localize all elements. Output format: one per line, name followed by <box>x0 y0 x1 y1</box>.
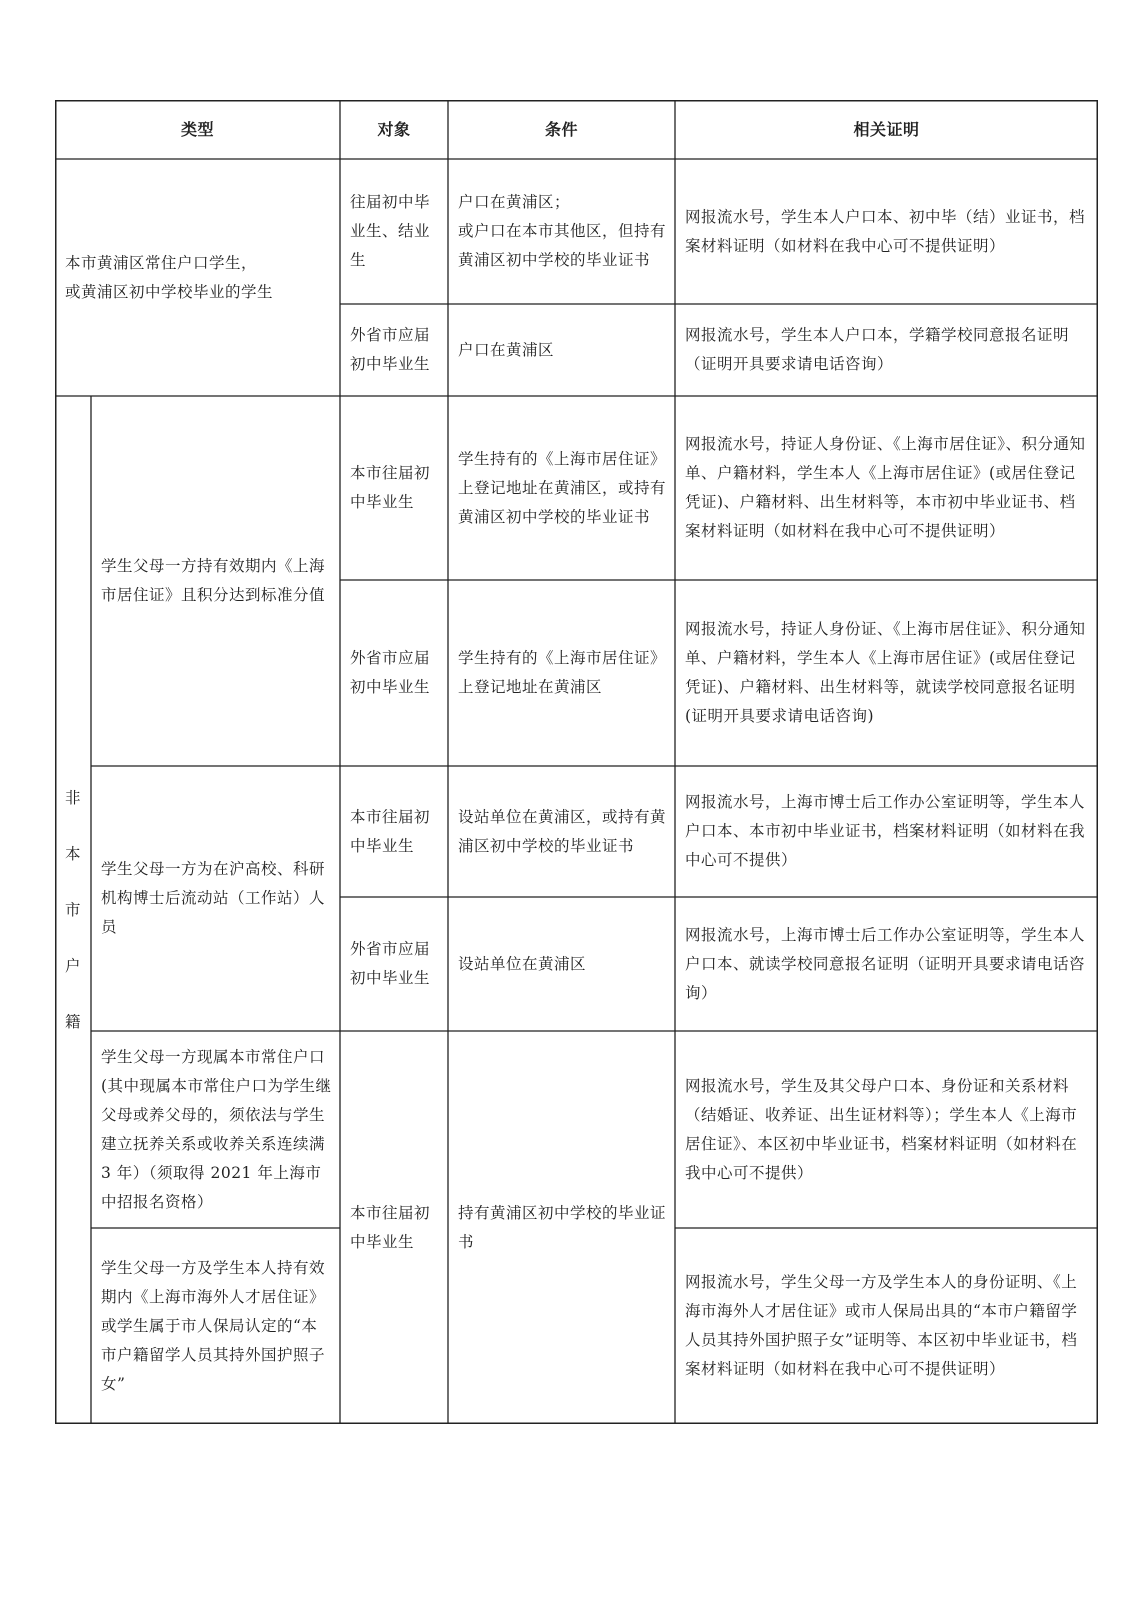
header-condition: 条件 <box>544 120 578 139</box>
proof-parent-local-hukou: 网报流水号，学生及其父母户口本、身份证和关系材料（结婚证、收养证、出生证材料等）；学生本人《上海市居住证》、本区初中毕业证书，档案材料证明（如材料在我中心可不提供） <box>685 1076 1078 1182</box>
header-type: 类型 <box>180 120 214 139</box>
target-residence-other-province: 外省市应届初中毕业生 <box>350 649 431 696</box>
proof-local-other-province: 网报流水号，学生本人户口本，学籍学校同意报名证明（证明开具要求请电话咨询） <box>685 326 1070 373</box>
proof-residence-other-province: 网报流水号，持证人身份证、《上海市居住证》、积分通知单、户籍材料，学生本人《上海市居住证》(或居住登记凭证)、户籍材料、出生材料等，就读学校同意报名证明(证明开具要求请电话咨询) <box>685 620 1086 725</box>
target-postdoc-other-province: 外省市应届初中毕业生 <box>350 940 431 987</box>
condition-merged: 持有黄浦区初中学校的毕业证书 <box>458 1203 667 1251</box>
proof-local-previous: 网报流水号，学生本人户口本、初中毕（结）业证书，档案材料证明（如材料在我中心可不提供证明） <box>685 207 1086 255</box>
proof-residence-previous: 网报流水号，持证人身份证、《上海市居住证》、积分通知单、户籍材料，学生本人《上海市居住证》(或居住登记凭证)、户籍材料、出生材料等，本市初中毕业证书、档案材料证明（如材料在我中心可不提供证明） <box>685 435 1086 540</box>
condition-local-previous: 户口在黄浦区； 或户口在本市其他区，但持有黄浦区初中学校的毕业证书 <box>458 193 667 269</box>
condition-local-other-province: 户口在黄浦区 <box>458 340 555 359</box>
proof-postdoc-other-province: 网报流水号，上海市博士后工作办公室证明等，学生本人户口本、就读学校同意报名证明（证明开具要求请电话咨询） <box>685 925 1086 1002</box>
condition-residence-previous: 学生持有的《上海市居住证》上登记地址在黄浦区，或持有黄浦区初中学校的毕业证书 <box>458 449 667 526</box>
type-overseas-talent: 学生父母一方及学生本人持有效期内《上海市海外人才居住证》或学生属于市人保局认定的“本市户籍留学人员其持外国护照子女” <box>101 1258 326 1393</box>
condition-postdoc-previous: 设站单位在黄浦区，或持有黄浦区初中学校的毕业证书 <box>458 807 667 855</box>
target-postdoc-previous: 本市往届初中毕业生 <box>350 807 431 855</box>
target-local-other-province: 外省市应届初中毕业生 <box>350 326 431 373</box>
type-local-hukou: 本市黄浦区常住户口学生， 或黄浦区初中学校毕业的学生 <box>65 253 274 301</box>
eligibility-table <box>55 100 1098 1424</box>
condition-postdoc-other-province: 设站单位在黄浦区 <box>458 954 587 973</box>
target-residence-previous: 本市往届初中毕业生 <box>350 464 431 511</box>
proof-overseas-talent: 网报流水号，学生父母一方及学生本人的身份证明、《上海市海外人才居住证》或市人保局出具的“本市户籍留学人员其持外国护照子女”证明等、本区初中毕业证书，档案材料证明（如材料在我中心可不提供证明） <box>685 1273 1078 1378</box>
proof-postdoc-previous: 网报流水号，上海市博士后工作办公室证明等，学生本人户口本、本市初中毕业证书，档案材料证明（如材料在我中心可不提供） <box>685 793 1086 869</box>
type-parent-local-hukou: 学生父母一方现属本市常住户口(其中现属本市常住户口为学生继父母或养父母的，须依法与学生建立抚养关系或收养关系连续满 3 年）（须取得 2021 年上海市中招报名资格） <box>101 1047 332 1211</box>
header-target: 对象 <box>377 120 411 139</box>
target-local-previous: 往届初中毕业生、结业生 <box>350 193 431 269</box>
type-residence-permit: 学生父母一方持有效期内《上海市居住证》且积分达到标准分值 <box>101 557 326 604</box>
header-proof: 相关证明 <box>853 120 920 139</box>
condition-residence-other-province: 学生持有的《上海市居住证》上登记地址在黄浦区 <box>458 649 667 696</box>
label-non-local-hukou: 非本市户籍 <box>64 789 81 1031</box>
type-postdoc: 学生父母一方为在沪高校、科研机构博士后流动站（工作站）人员 <box>101 860 326 936</box>
target-merged-previous: 本市往届初中毕业生 <box>350 1203 431 1251</box>
